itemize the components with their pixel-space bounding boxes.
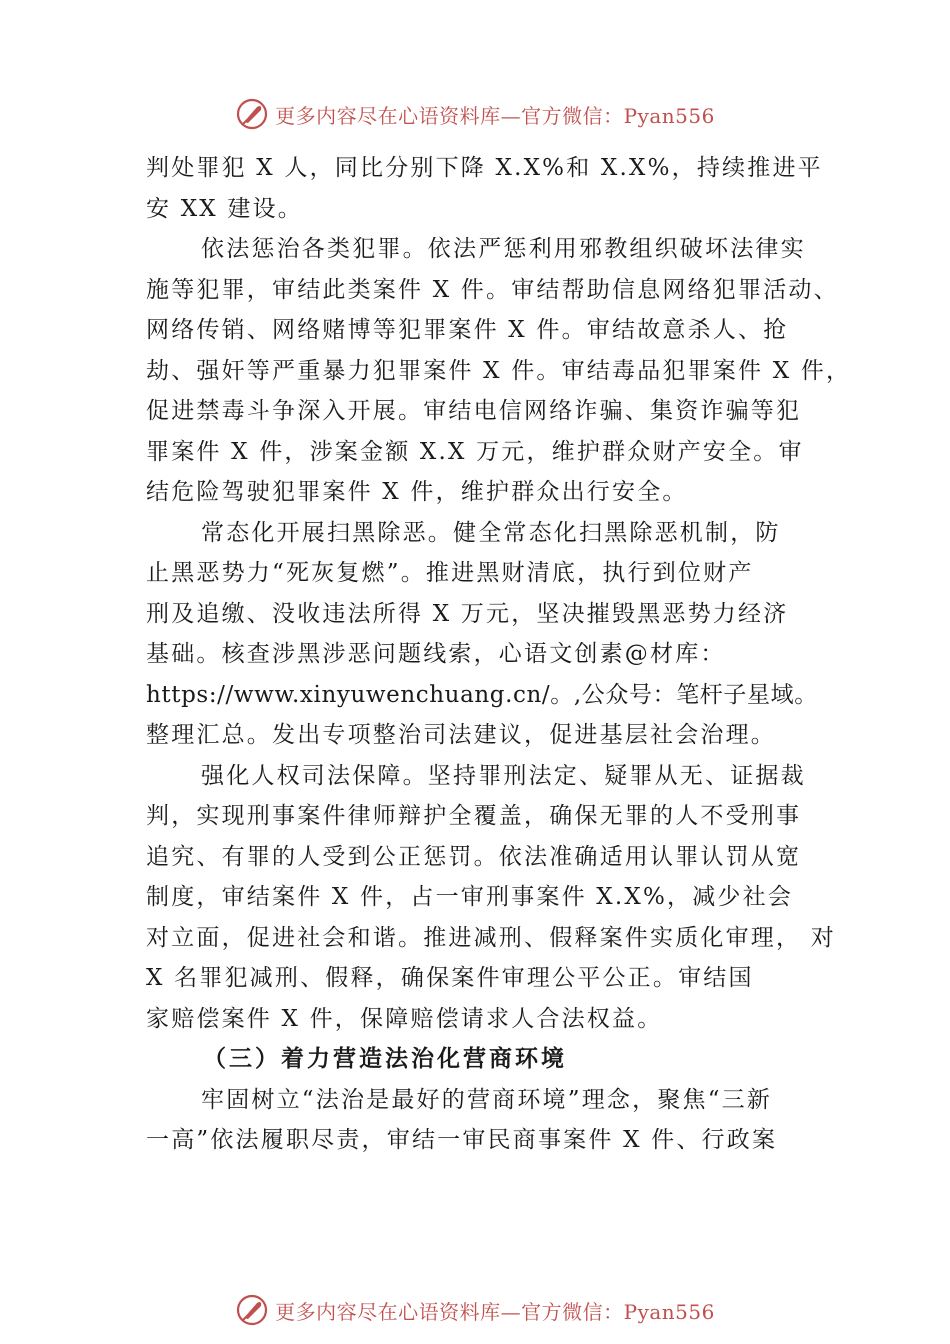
quill-pen-circle-icon bbox=[235, 1293, 269, 1327]
body-line: 对立面，促进社会和谐。推进减刑、假释案件实质化审理， 对 bbox=[146, 924, 836, 951]
body-line: 施等犯罪，审结此类案件 X 件。审结帮助信息网络犯罪活动、 bbox=[146, 276, 839, 303]
body-line: 结危险驾驶犯罪案件 X 件，维护群众出行安全。 bbox=[146, 479, 688, 505]
document-body bbox=[146, 148, 852, 1161]
section-heading: （三）着力营造法治化营商环境 bbox=[203, 1045, 567, 1072]
paragraph-first-line: 牢固树立“法治是最好的营商环境”理念，聚焦“三新 bbox=[201, 1086, 773, 1113]
body-line: 家赔偿案件 X 件，保障赔偿请求人合法权益。 bbox=[146, 1005, 663, 1032]
body-line: 判，实现刑事案件律师辩护全覆盖，确保无罪的人不受刑事 bbox=[146, 803, 802, 829]
paragraph-first-line: 常态化开展扫黑除恶。健全常态化扫黑除恶机制，防 bbox=[201, 519, 781, 546]
body-line: 罪案件 X 件，涉案金额 X.X 万元，维护群众财产安全。审 bbox=[146, 438, 804, 465]
body-line: 劫、强奸等严重暴力犯罪案件 X 件。审结毒品犯罪案件 X 件， bbox=[146, 357, 852, 384]
body-line: 促进禁毒斗争深入开展。审结电信网络诈骗、集资诈骗等犯 bbox=[146, 398, 802, 424]
paragraph-first-line: 依法惩治各类犯罪。依法严惩利用邪教组织破坏法律实 bbox=[201, 236, 806, 262]
body-line: 止黑恶势力“死灰复燃”。推进黑财清底，执行到位财产 bbox=[146, 560, 754, 586]
footer-watermark-text: 更多内容尽在心语资料库—官方微信：Pyan556 bbox=[275, 1299, 715, 1324]
body-line: 整理汇总。发出专项整治司法建议，促进基层社会治理。 bbox=[146, 722, 776, 748]
body-line: https://www.xinyuwenchuang.cn/。,公众号：笔杆子星域。 bbox=[146, 681, 818, 708]
body-line: 基础。核查涉黑涉恶问题线索，心语文创素@材库： bbox=[146, 641, 726, 667]
body-line: X 名罪犯减刑、假释，确保案件审理公平公正。审结国 bbox=[146, 965, 754, 991]
body-line: 网络传销、网络赌博等犯罪案件 X 件。审结故意杀人、抢 bbox=[146, 317, 789, 343]
header-watermark-text: 更多内容尽在心语资料库—官方微信：Pyan556 bbox=[275, 103, 715, 128]
body-line: 制度，审结案件 X 件，占一审刑事案件 X.X%，减少社会 bbox=[146, 884, 794, 910]
body-line: 追究、有罪的人受到公正惩罚。依法准确适用认罪认罚从宽 bbox=[146, 843, 802, 870]
body-line: 刑及追缴、没收违法所得 X 万元，坚决摧毁黑恶势力经济 bbox=[146, 600, 789, 627]
footer-watermark bbox=[0, 1290, 950, 1330]
header-watermark bbox=[0, 94, 950, 134]
body-line: 判处罪犯 X 人，同比分别下降 X.X%和 X.X%，持续推进平 bbox=[146, 155, 823, 181]
body-line: 安 XX 建设。 bbox=[146, 195, 303, 222]
quill-pen-circle-icon bbox=[235, 97, 269, 131]
paragraph-first-line: 强化人权司法保障。坚持罪刑法定、疑罪从无、证据裁 bbox=[201, 762, 806, 789]
body-line: 一高”依法履职尽责，审结一审民商事案件 X 件、行政案 bbox=[146, 1127, 778, 1153]
